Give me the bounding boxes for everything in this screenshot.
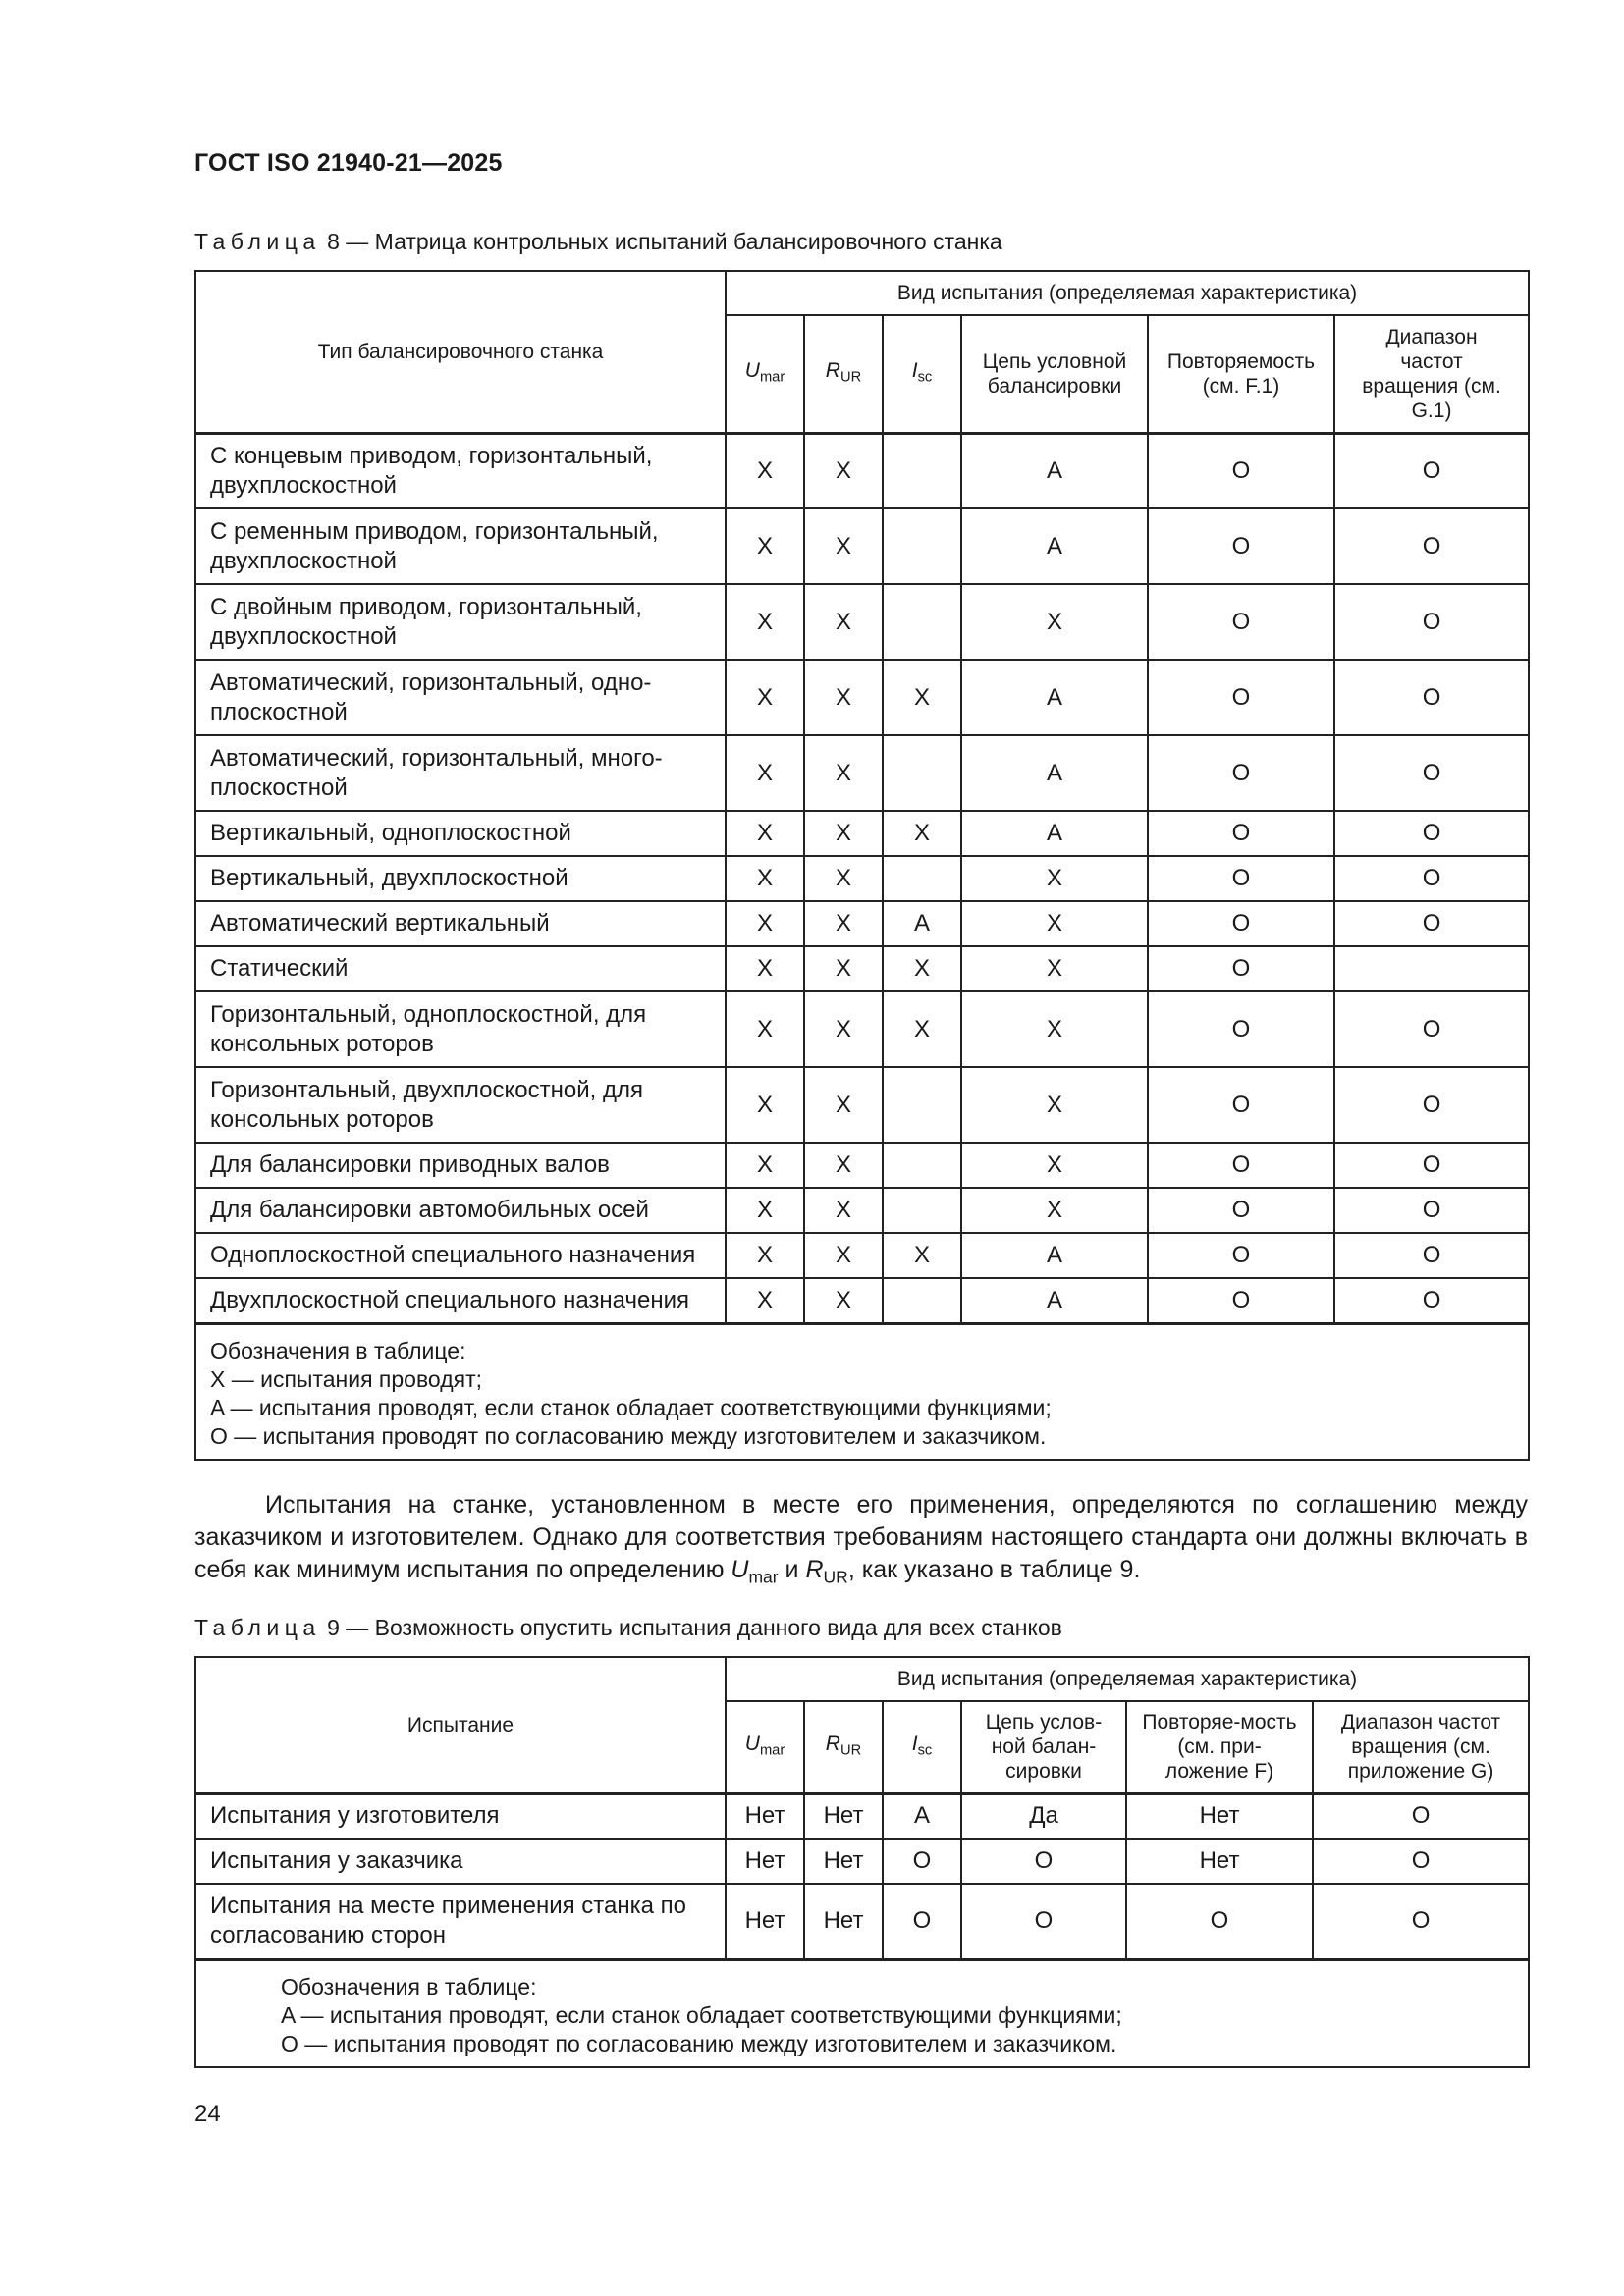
document-header: ГОСТ ISO 21940-21—2025	[194, 149, 503, 177]
table-cell: Нет	[804, 1839, 883, 1884]
table-cell: X	[804, 660, 883, 735]
paragraph-symbol-r: R	[805, 1556, 824, 1583]
table-notes	[195, 1959, 1529, 2067]
table-cell: X	[804, 901, 883, 946]
table-cell: X	[804, 811, 883, 856]
row-label: Горизонтальный, двухплоскостной, для консольных роторов	[195, 1067, 726, 1143]
table-row	[195, 811, 1529, 856]
table-cell: X	[804, 1233, 883, 1278]
table-cell: X	[961, 856, 1148, 901]
table-cell: X	[726, 1278, 804, 1323]
table-cell: O	[1334, 508, 1529, 584]
page-number: 24	[194, 2101, 221, 2127]
table-cell	[883, 856, 961, 901]
table-cell: O	[1334, 433, 1529, 508]
table-row	[195, 433, 1529, 508]
table-cell: Нет	[726, 1839, 804, 1884]
table-cell: A	[883, 1793, 961, 1839]
table-row	[195, 1143, 1529, 1188]
table8	[194, 270, 1530, 1461]
table9-row-header: Испытание	[195, 1657, 726, 1793]
row-label: Автоматический, горизонтальный, много-плоскостной	[195, 735, 726, 811]
table8-col-isc: $I_{sc}$	[883, 315, 961, 433]
row-label: Автоматический, горизонтальный, одно-плоскостной	[195, 660, 726, 735]
note-line: O — испытания проводят по согласованию между изготовителем и заказчиком.	[210, 1422, 1047, 1449]
table-cell: A	[961, 508, 1148, 584]
table-cell: O	[1334, 1143, 1529, 1188]
table-cell: O	[1148, 735, 1334, 811]
table-cell: X	[883, 811, 961, 856]
row-label: С двойным приводом, горизонтальный, двухплоскостной	[195, 584, 726, 660]
table-cell: Нет	[726, 1793, 804, 1839]
table8-row-header: Тип балансировочного станка	[195, 271, 726, 433]
table-cell: X	[804, 946, 883, 991]
table9-col-circuit: Цепь услов-ной балан-сировки	[961, 1701, 1126, 1793]
table-cell: O	[1334, 735, 1529, 811]
table-cell: O	[1148, 1067, 1334, 1143]
table-cell	[883, 1278, 961, 1323]
table-cell: O	[1148, 901, 1334, 946]
row-label: Для балансировки приводных валов	[195, 1143, 726, 1188]
table-cell	[883, 1143, 961, 1188]
row-label: С концевым приводом, горизонтальный, двухплоскостной	[195, 433, 726, 508]
table-row	[195, 901, 1529, 946]
paragraph-symbol-u: U	[731, 1556, 749, 1583]
table-row	[195, 508, 1529, 584]
table-row	[195, 991, 1529, 1067]
note-line: O — испытания проводят по согласованию между изготовителем и заказчиком.	[281, 2030, 1117, 2056]
table-cell: X	[883, 946, 961, 991]
table-cell: A	[961, 433, 1148, 508]
paragraph-text-end: , как указано в таблице 9.	[847, 1556, 1141, 1583]
table-cell	[883, 433, 961, 508]
table-cell: X	[804, 433, 883, 508]
table-cell: O	[883, 1884, 961, 1959]
table-cell: X	[961, 946, 1148, 991]
table9-caption	[194, 1615, 1062, 1641]
table-cell	[883, 584, 961, 660]
notes-row	[195, 1959, 1529, 2067]
table8-col-umar: $U_{mar}$	[726, 315, 804, 433]
note-line: Обозначения в таблице:	[210, 1337, 466, 1363]
table-cell: X	[726, 946, 804, 991]
row-label: Вертикальный, двухплоскостной	[195, 856, 726, 901]
table-cell: X	[804, 1067, 883, 1143]
table-cell: O	[961, 1839, 1126, 1884]
table-cell: O	[1148, 856, 1334, 901]
table-cell: A	[961, 735, 1148, 811]
table-cell: O	[1148, 1143, 1334, 1188]
table-cell: X	[961, 1188, 1148, 1233]
table-cell: A	[961, 1278, 1148, 1323]
table-cell: A	[883, 901, 961, 946]
table-cell: O	[1148, 433, 1334, 508]
table-cell: O	[1126, 1884, 1313, 1959]
table-row	[195, 856, 1529, 901]
table-cell: X	[726, 584, 804, 660]
table-cell: O	[1148, 946, 1334, 991]
table9-col-isc: $I_{sc}$	[883, 1701, 961, 1793]
paragraph-subscript-ur: UR	[823, 1567, 848, 1587]
table-cell: X	[726, 735, 804, 811]
table-row	[195, 946, 1529, 991]
table-cell: X	[804, 584, 883, 660]
table-cell: Нет	[804, 1884, 883, 1959]
table9	[194, 1656, 1530, 2068]
table-cell: O	[1334, 1278, 1529, 1323]
table-cell: O	[1334, 1188, 1529, 1233]
table-cell: O	[1313, 1793, 1529, 1839]
table-row	[195, 1884, 1529, 1959]
table-cell: O	[1148, 660, 1334, 735]
row-label: Двухплоскостной специального назначения	[195, 1278, 726, 1323]
paragraph-conjunction: и	[778, 1556, 806, 1583]
table-cell: X	[726, 1233, 804, 1278]
table-cell: X	[726, 508, 804, 584]
paragraph-subscript-mar: mar	[748, 1567, 779, 1587]
table-cell: X	[726, 1143, 804, 1188]
table-row	[195, 660, 1529, 735]
table8-col-repeatability: Повторяемость (см. F.1)	[1148, 315, 1334, 433]
table9-col-umar: $U_{mar}$	[726, 1701, 804, 1793]
table-cell: X	[804, 1143, 883, 1188]
table-notes	[195, 1323, 1529, 1460]
table-cell: X	[726, 901, 804, 946]
table-cell: X	[961, 1067, 1148, 1143]
table-cell: O	[1334, 856, 1529, 901]
table9-caption-label: Таблица	[194, 1615, 321, 1640]
table8-col-speed-range: Диапазон частот вращения (см. G.1)	[1334, 315, 1529, 433]
table-row	[195, 584, 1529, 660]
table-cell: O	[1334, 660, 1529, 735]
table-cell: X	[726, 1188, 804, 1233]
table-cell: X	[883, 991, 961, 1067]
row-label: С ременным приводом, горизонтальный, двухплоскостной	[195, 508, 726, 584]
table-cell: X	[804, 856, 883, 901]
table-cell	[1334, 946, 1529, 991]
table-cell: O	[1148, 1278, 1334, 1323]
table-cell: X	[726, 811, 804, 856]
table8-col-rur: $R_{UR}$	[804, 315, 883, 433]
body-paragraph	[194, 1489, 1528, 1593]
table-cell: X	[726, 433, 804, 508]
table-cell: A	[961, 660, 1148, 735]
note-line: A — испытания проводят, если станок обладает соответствующими функциями;	[281, 2002, 1122, 2028]
table8-group-header: Вид испытания (определяемая характеристика)	[726, 271, 1529, 315]
paragraph-text: Испытания на станке, установленном в месте его применения, определяются по соглашению между заказчиком и изготовителем. Однако для соответствия требованиям настоящего стандарта они должны включать в себя как минимум испытания по определению	[194, 1491, 1528, 1583]
table9-col-speed-range: Диапазон частот вращения (см. приложение G)	[1313, 1701, 1529, 1793]
table-cell: O	[883, 1839, 961, 1884]
row-label: Одноплоскостной специального назначения	[195, 1233, 726, 1278]
table-cell: X	[804, 1278, 883, 1323]
note-line: X — испытания проводят;	[210, 1365, 482, 1392]
table-row	[195, 735, 1529, 811]
table-cell: X	[883, 660, 961, 735]
table-cell: X	[804, 1188, 883, 1233]
table-cell: O	[1313, 1884, 1529, 1959]
table-cell	[883, 508, 961, 584]
table-row	[195, 1839, 1529, 1884]
table-cell: O	[1148, 508, 1334, 584]
table8-caption-text: 8 — Матрица контрольных испытаний балансировочного станка	[327, 229, 1002, 254]
table-cell	[883, 1188, 961, 1233]
table-cell: O	[961, 1884, 1126, 1959]
table-cell: X	[804, 991, 883, 1067]
table-cell: O	[1334, 901, 1529, 946]
table-cell	[883, 1067, 961, 1143]
row-label: Статический	[195, 946, 726, 991]
table-cell: X	[726, 660, 804, 735]
table-cell: O	[1148, 584, 1334, 660]
table-cell: O	[1148, 1233, 1334, 1278]
table-cell: O	[1334, 811, 1529, 856]
row-label: Для балансировки автомобильных осей	[195, 1188, 726, 1233]
row-label: Вертикальный, одноплоскостной	[195, 811, 726, 856]
note-line: A — испытания проводят, если станок обладает соответствующими функциями;	[210, 1394, 1052, 1420]
table-cell: A	[961, 1233, 1148, 1278]
notes-row	[195, 1323, 1529, 1460]
table-cell: Да	[961, 1793, 1126, 1839]
note-line: Обозначения в таблице:	[281, 1973, 537, 2000]
table-row	[195, 1067, 1529, 1143]
row-label: Горизонтальный, одноплоскостной, для консольных роторов	[195, 991, 726, 1067]
table-cell: O	[1148, 811, 1334, 856]
table-row	[195, 1188, 1529, 1233]
row-label: Автоматический вертикальный	[195, 901, 726, 946]
table-row	[195, 1233, 1529, 1278]
table-cell: Нет	[804, 1793, 883, 1839]
table-row	[195, 1793, 1529, 1839]
table-cell: X	[961, 584, 1148, 660]
table-cell: O	[1148, 1188, 1334, 1233]
table-cell: Нет	[1126, 1839, 1313, 1884]
table8-col-circuit: Цепь условной балансировки	[961, 315, 1148, 433]
table-cell: O	[1334, 1233, 1529, 1278]
table8-caption-label: Таблица	[194, 229, 321, 254]
table-cell: A	[961, 811, 1148, 856]
table9-col-rur: $R_{UR}$	[804, 1701, 883, 1793]
table-cell: X	[804, 735, 883, 811]
table-cell: X	[961, 901, 1148, 946]
table-cell: X	[883, 1233, 961, 1278]
row-label: Испытания на месте применения станка по согласованию сторон	[195, 1884, 726, 1959]
table-cell: X	[726, 856, 804, 901]
table-cell: X	[726, 1067, 804, 1143]
table-cell: X	[961, 1143, 1148, 1188]
row-label: Испытания у заказчика	[195, 1839, 726, 1884]
table-cell: O	[1334, 991, 1529, 1067]
table9-group-header: Вид испытания (определяемая характеристика)	[726, 1657, 1529, 1701]
table-cell: X	[961, 991, 1148, 1067]
table-cell: O	[1313, 1839, 1529, 1884]
table9-col-repeatability: Повторяе-мость (см. при-ложение F)	[1126, 1701, 1313, 1793]
row-label: Испытания у изготовителя	[195, 1793, 726, 1839]
table-cell	[883, 735, 961, 811]
table-cell: O	[1334, 1067, 1529, 1143]
table-cell: X	[804, 508, 883, 584]
table-row	[195, 1278, 1529, 1323]
table8-caption	[194, 229, 1002, 255]
table-cell: Нет	[1126, 1793, 1313, 1839]
table-cell: O	[1334, 584, 1529, 660]
table-cell: Нет	[726, 1884, 804, 1959]
table-cell: O	[1148, 991, 1334, 1067]
table-cell: X	[726, 991, 804, 1067]
table9-caption-text: 9 — Возможность опустить испытания данного вида для всех станков	[327, 1615, 1062, 1640]
